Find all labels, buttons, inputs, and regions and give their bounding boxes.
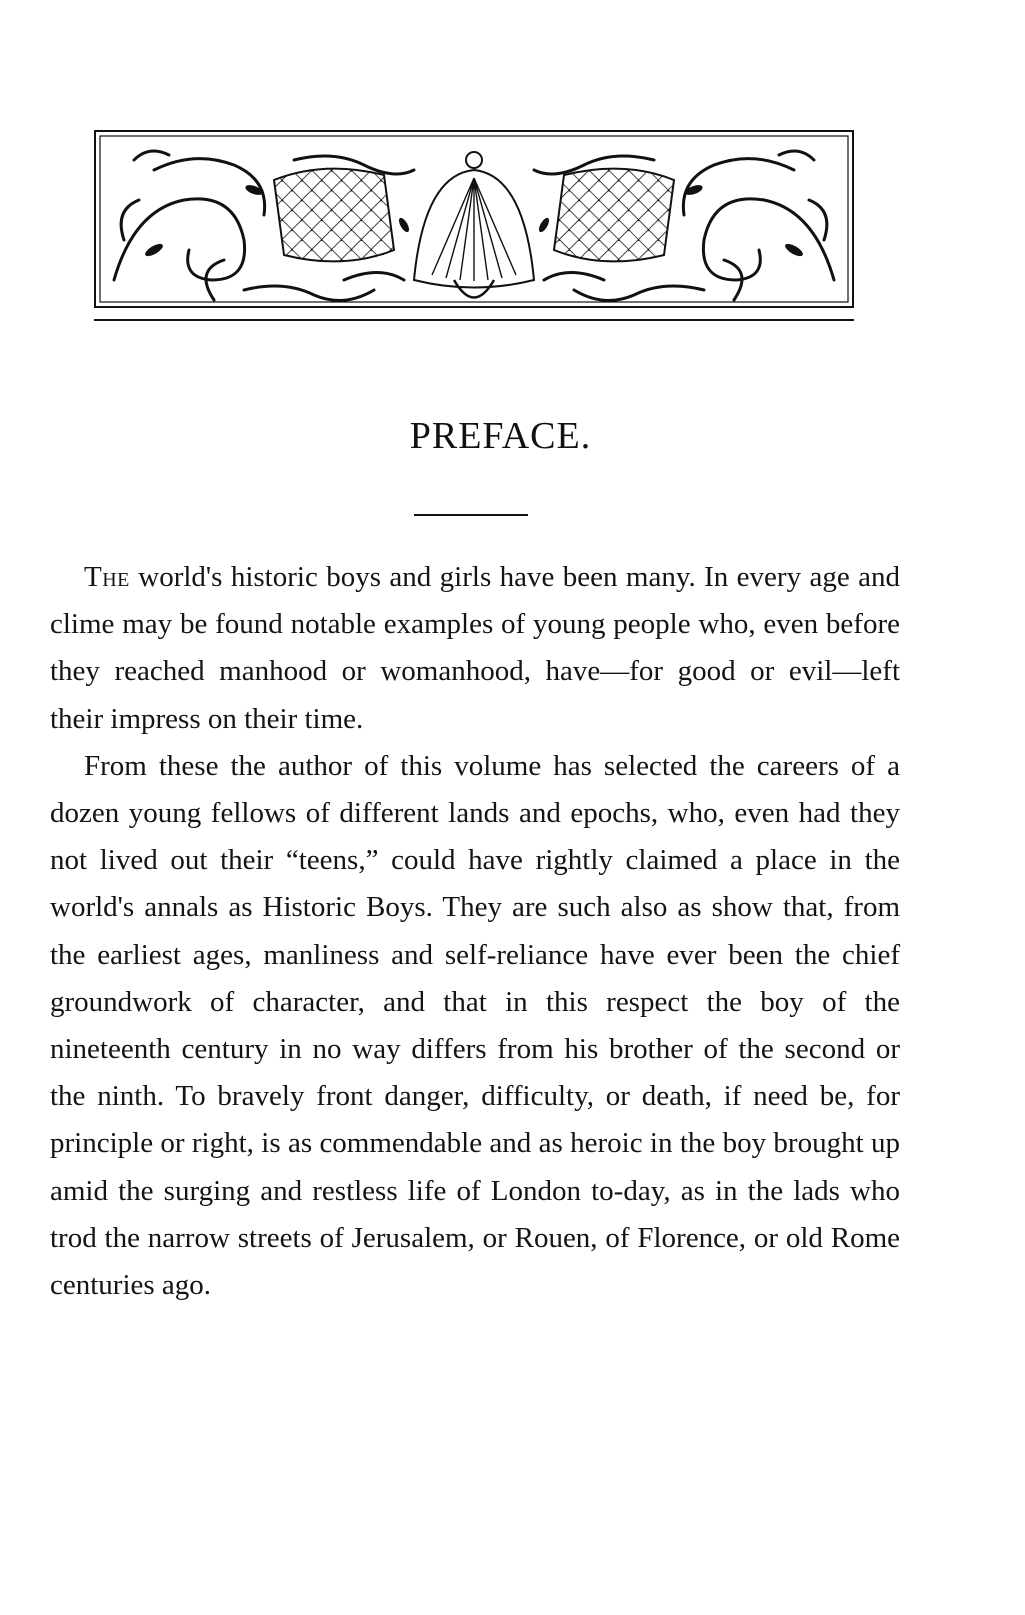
preface-body	[50, 554, 900, 1309]
page-title-text: PREFACE.	[409, 415, 592, 457]
page-title	[0, 414, 1025, 458]
paragraph-2-text: From these the author of this volume has selected the careers of a dozen young fellows of different lands and epochs, who, even had they not lived out their “teens,” could have rightly claimed a place in the world's annals as Historic Boys. They are such also as show that, from the earliest ages, manliness and self-reliance have ever been the chief groundwork of character, and that in this respect the boy of the nineteenth century in no way differs from his brother of the second or the ninth. To bravely front danger, difficulty, or death, if need be, for principle or right, is as commendable and as heroic in the boy brought up amid the surging and restless life of London to-day, as in the lads who trod the narrow streets of Jerusalem, or Rouen, of Florence, or old Rome centuries ago.	[50, 749, 900, 1302]
ornamental-headpiece-icon	[94, 130, 854, 322]
paragraph-1-text: world's historic boys and girls have been many. In every age and clime may be found notable examples of young people who, even before they reached manhood or womanhood, have—for good or evil—left their impress on their time.	[50, 561, 900, 735]
paragraph-1-lead: The	[84, 561, 130, 593]
paragraph-1	[50, 554, 900, 743]
paragraph-2	[50, 743, 900, 1309]
title-divider	[414, 514, 528, 516]
